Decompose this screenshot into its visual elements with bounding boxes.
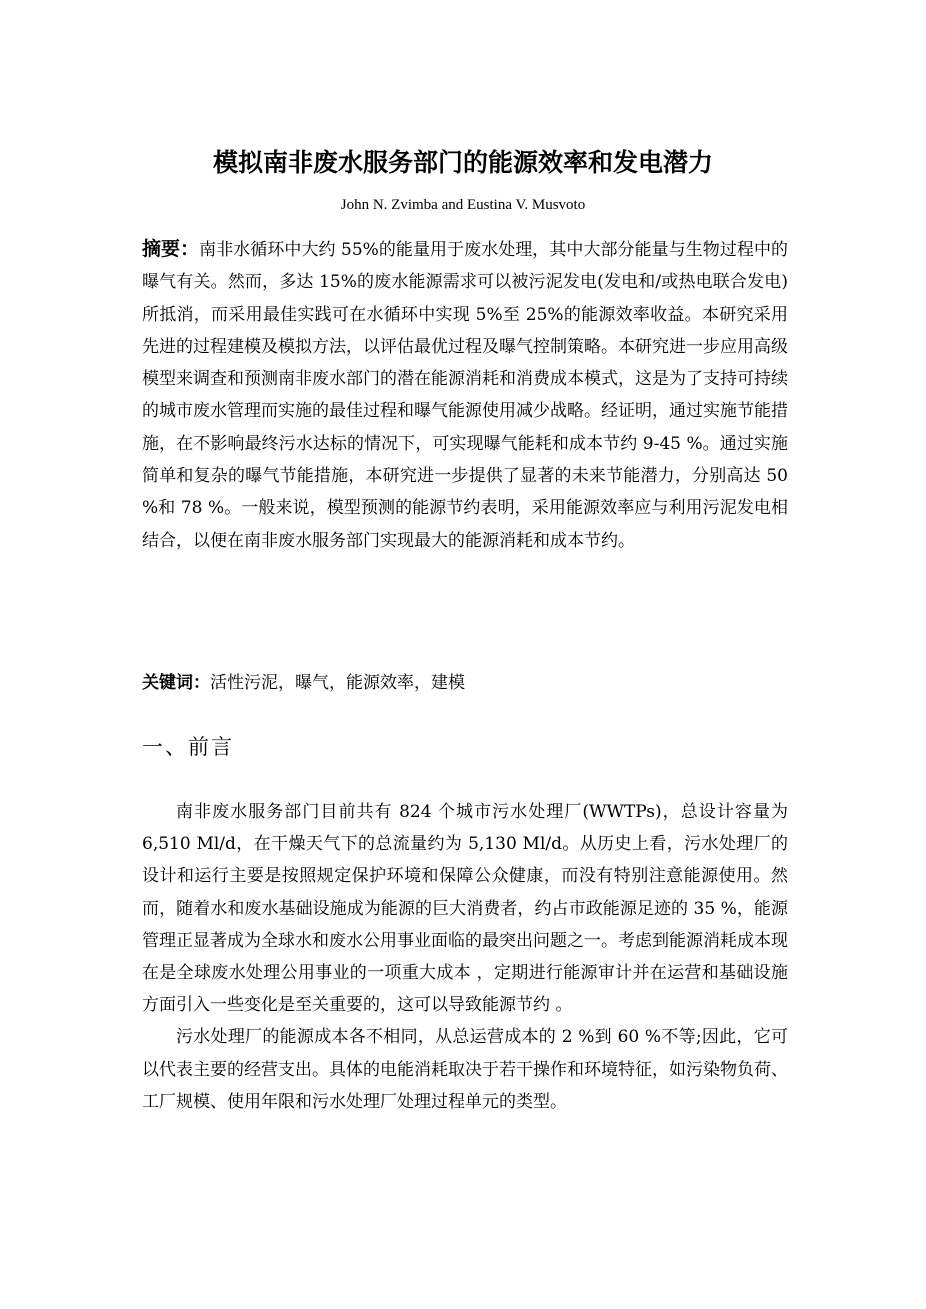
intro-paragraph: 南非废水服务部门目前共有 824 个城市污水处理厂(WWTPs)，总设计容量为 6,510 Ml/d，在干燥天气下的总流量约为 5,130 Ml/d。从历史上看，污水处理厂的设计和运行主要是按照规定保护环境和保障公众健康，而没有特别注意能源使用。然而，随着水和废水基础设施成为能源的巨大消费者，约占市政能源足迹的 35 %，能源管理正显著成为全球水和废水公用事业面临的最突出问题之一。考虑到能源消耗成本现在是全球废水处理公用事业的一项重大成本 ，定期进行能源审计并在运营和基础设施方面引入一些变化是至关重要的，这可以导致能源节约 。 — [142, 802, 788, 1016]
section-heading-introduction: 一、前言 — [142, 735, 234, 759]
keywords — [142, 668, 788, 698]
keywords-text: 活性污泥，曝气，能源效率，建模 — [210, 673, 465, 693]
keywords-label: 关键词： — [142, 673, 210, 693]
intro-paragraph: 污水处理厂的能源成本各不相同，从总运营成本的 2 %到 60 %不等;因此，它可以代表主要的经营支出。具体的电能消耗取决于若干操作和环境特征，如污染物负荷、工厂规模、使用年限和污水处理厂处理过程单元的类型。 — [142, 1027, 788, 1112]
introduction-body — [142, 796, 788, 1118]
paper-title: 模拟南非废水服务部门的能源效率和发电潜力 — [212, 148, 713, 177]
abstract — [142, 233, 788, 557]
paper-authors: John N. Zvimba and Eustina V. Musvoto — [340, 197, 586, 213]
abstract-text: 南非水循环中大约 55%的能量用于废水处理，其中大部分能量与生物过程中的曝气有关。然而，多达 15%的废水能源需求可以被污泥发电(发电和/或热电联合发电)所抵消，而采用最佳实践可在水循环中实现 5%至 25%的能源效率收益。本研究采用先进的过程建模及模拟方法，以评估最优过程及曝气控制策略。本研究进一步应用高级模型来调查和预测南非废水部门的潜在能源消耗和消费成本模式，这是为了支持可持续的城市废水管理而实施的最佳过程和曝气能源使用减少战略。经证明，通过实施节能措施，在不影响最终污水达标的情况下，可实现曝气能耗和成本节约 9-45 %。通过实施简单和复杂的曝气节能措施，本研究进一步提供了显著的未来节能潜力，分别高达 50 %和 78 %。一般来说，模型预测的能源节约表明，采用能源效率应与利用污泥发电相结合，以便在南非废水服务部门实现最大的能源消耗和成本节约。 — [142, 240, 788, 551]
abstract-label: 摘要： — [142, 238, 200, 260]
